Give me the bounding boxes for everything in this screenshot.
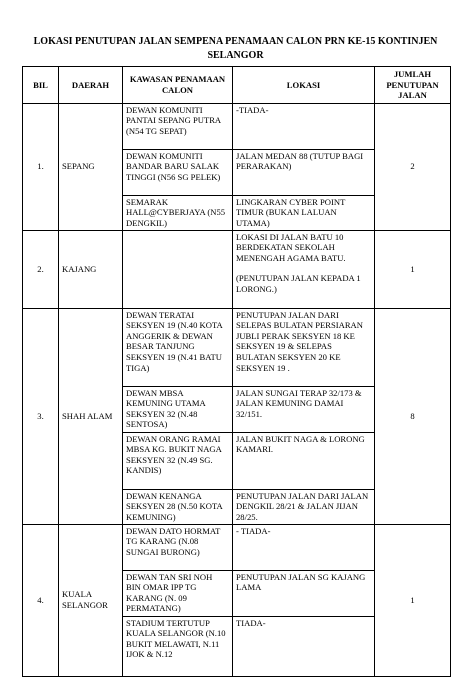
- daerah-cell: SEPANG: [59, 103, 123, 230]
- header-daerah: DAERAH: [59, 67, 123, 104]
- kawasan-cell: DEWAN DATO HORMAT TG KARANG (N.08 SUNGAI BURONG): [123, 524, 233, 570]
- lokasi-cell: [233, 230, 375, 308]
- table-row: [23, 308, 451, 386]
- kawasan-cell: [123, 230, 233, 308]
- line-gap: [236, 263, 371, 273]
- kawasan-cell: DEWAN TAN SRI NOH BIN OMAR IPP TG KARANG (N. 09 PERMATANG): [123, 570, 233, 616]
- lokasi-cell: PENUTUPAN JALAN DARI SELEPAS BULATAN PERSIARAN JUBLI PERAK SEKSYEN 18 KE SEKSYEN 19 & SELEPAS BULATAN SEKSYEN 20 KE SEKSYEN 19 .: [233, 308, 375, 386]
- header-lokasi: LOKASI: [233, 67, 375, 104]
- lokasi-cell: JALAN BUKIT NAGA & LORONG KAMARI.: [233, 432, 375, 489]
- lokasi-text: LOKASI DI JALAN BATU 10 BERDEKATAN SEKOLAH MENENGAH AGAMA BATU.: [236, 231, 346, 263]
- table-header-row: [23, 67, 451, 104]
- lokasi-cell: JALAN MEDAN 88 (TUTUP BAGI PERARAKAN): [233, 149, 375, 195]
- jumlah-cell: 1: [375, 524, 451, 676]
- road-closure-table: [22, 66, 451, 677]
- header-jumlah: JUMLAH PENUTUPAN JALAN: [375, 67, 451, 104]
- kawasan-cell: DEWAN KOMUNITI BANDAR BARU SALAK TINGGI (N56 SG PELEK): [123, 149, 233, 195]
- kawasan-cell: DEWAN KENANGA SEKSYEN 28 (N.50 KOTA KEMUNING): [123, 489, 233, 524]
- bil-cell: 2.: [23, 230, 59, 308]
- kawasan-cell: SEMARAK HALL@CYBERJAYA (N55 DENGKIL): [123, 195, 233, 230]
- bil-cell: 3.: [23, 308, 59, 524]
- jumlah-cell: 8: [375, 308, 451, 524]
- table-row: [23, 103, 451, 149]
- document-title: LOKASI PENUTUPAN JALAN SEMPENA PENAMAAN CALON PRN KE-15 KONTINJEN SELANGOR: [33, 36, 438, 61]
- kawasan-cell: STADIUM TERTUTUP KUALA SELANGOR (N.10 BUKIT MELAWATI, N.11 IJOK & N.12: [123, 616, 233, 676]
- header-kawasan: KAWASAN PENAMAAN CALON: [123, 67, 233, 104]
- lokasi-cell: PENUTUPAN JALAN DARI JALAN DENGKIL 28/21 & JALAN JIJAN 28/25.: [233, 489, 375, 524]
- kawasan-cell: DEWAN TERATAI SEKSYEN 19 (N.40 KOTA ANGGERIK & DEWAN BESAR TANJUNG SEKSYEN 19 (N.41 BATU TIGA): [123, 308, 233, 386]
- lokasi-cell: - TIADA-: [233, 524, 375, 570]
- kawasan-cell: DEWAN ORANG RAMAI MBSA KG. BUKIT NAGA SEKSYEN 32 (N.49 SG. KANDIS): [123, 432, 233, 489]
- lokasi-cell: TIADA-: [233, 616, 375, 676]
- lokasi-cell: LINGKARAN CYBER POINT TIMUR (BUKAN LALUAN UTAMA): [233, 195, 375, 230]
- jumlah-cell: 2: [375, 103, 451, 230]
- jumlah-cell: 1: [375, 230, 451, 308]
- bil-cell: 4.: [23, 524, 59, 676]
- lokasi-cell: JALAN SUNGAI TERAP 32/173 & JALAN KEMUNING DAMAI 32/151.: [233, 386, 375, 432]
- daerah-cell: KAJANG: [59, 230, 123, 308]
- lokasi-cell: -TIADA-: [233, 103, 375, 149]
- header-bil: BIL: [23, 67, 59, 104]
- kawasan-cell: DEWAN KOMUNITI PANTAI SEPANG PUTRA (N54 TG SEPAT): [123, 103, 233, 149]
- bil-cell: 1.: [23, 103, 59, 230]
- table-row: [23, 524, 451, 570]
- daerah-cell: KUALA SELANGOR: [59, 524, 123, 676]
- kawasan-cell: DEWAN MBSA KEMUNING UTAMA SEKSYEN 32 (N.48 SENTOSA): [123, 386, 233, 432]
- daerah-cell: SHAH ALAM: [59, 308, 123, 524]
- table-row: [23, 230, 451, 308]
- lokasi-cell: PENUTUPAN JALAN SG KAJANG LAMA: [233, 570, 375, 616]
- lokasi-note: (PENUTUPAN JALAN KEPADA 1 LORONG.): [236, 273, 361, 294]
